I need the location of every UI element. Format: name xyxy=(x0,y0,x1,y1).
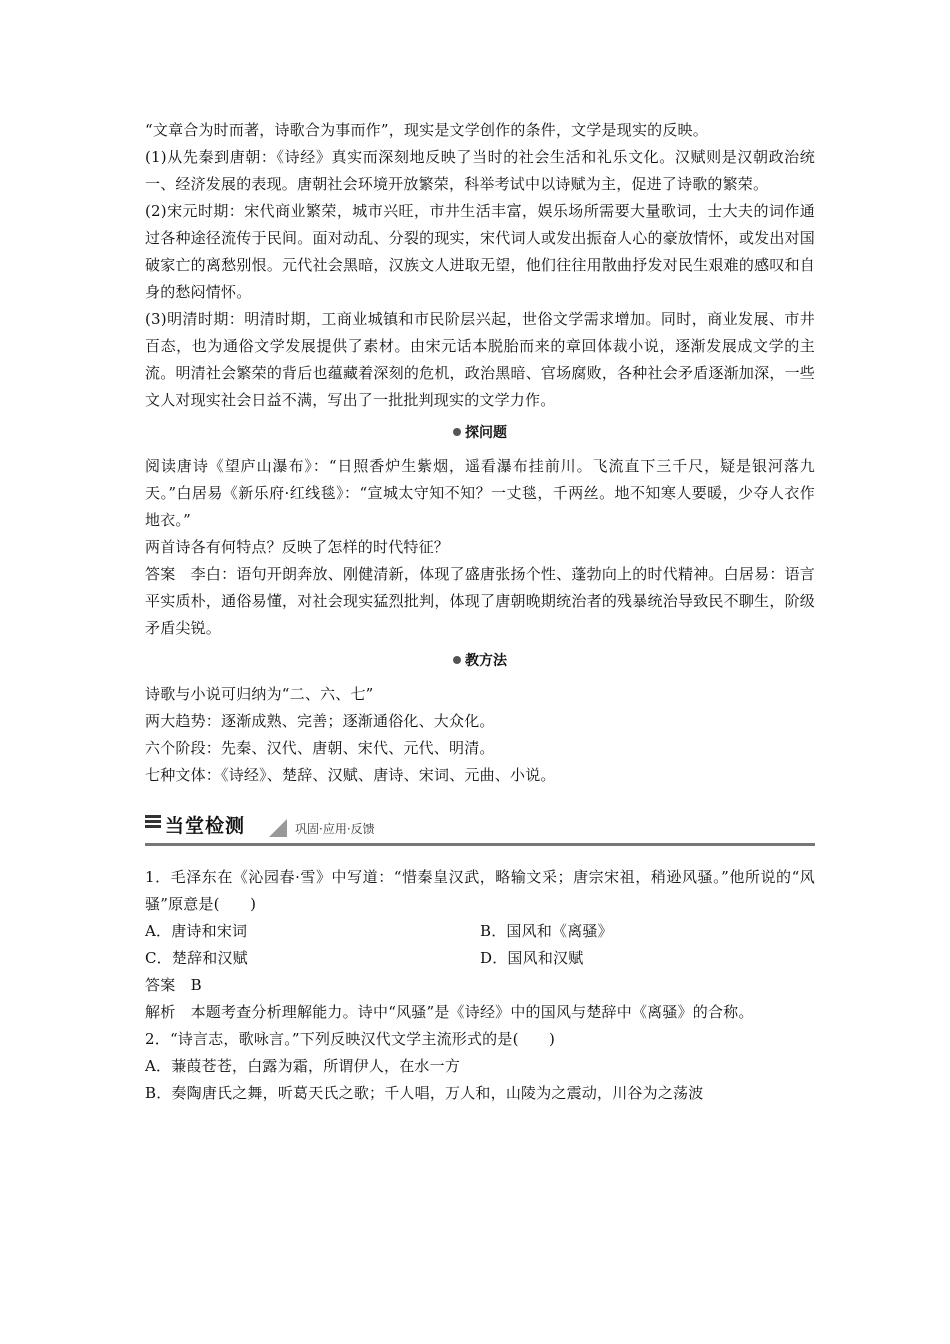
question-text: 阅读唐诗《望庐山瀑布》：“日照香炉生紫烟，遥看瀑布挂前川。飞流直下三千尺，疑是银河落九天。”白居易《新乐府·红线毯》：“宣城太守知不知？一丈毯，千两丝。地不知寒人要暖，少夺人衣作地衣。” xyxy=(145,457,815,529)
question-prompt: 两首诗各有何特点？反映了怎样的时代特征？ xyxy=(145,538,450,556)
q1-option-d: D．国风和汉赋 xyxy=(480,949,584,967)
bullet-dot-icon xyxy=(453,656,461,664)
intro-para-2: (2)宋元时期：宋代商业繁荣，城市兴旺，市井生活丰富，娱乐场所需要大量歌词，士大夫的词作通过各种途径流传于民间。面对动乱、分裂的现实，宋代词人或发出振奋人心的豪放情怀，或发出对国破家亡的离愁别恨。元代社会黑暗，汉族文人进取无望，他们往往用散曲抒发对民生艰难的感叹和自身的愁闷情怀。 xyxy=(145,202,815,301)
intro-para-3: (3)明清时期：明清时期，工商业城镇和市民阶层兴起，世俗文学需求增加。同时，商业发展、市井百态，也为通俗文学发展提供了素材。由宋元话本脱胎而来的章回体裁小说，逐渐发展成文学的主流。明清社会繁荣的背后也蕴藏着深刻的危机，政治黑暗、官场腐败，各种社会矛盾逐渐加深，一些文人对现实社会日益不满，写出了一批批判现实的文学力作。 xyxy=(145,310,815,409)
q2-option-b: B．奏陶唐氏之舞，听葛天氏之歌；千人唱，万人和，山陵为之震动，川谷为之荡波 xyxy=(145,1084,704,1102)
method-line: 六个阶段：先秦、汉代、唐朝、宋代、元代、明清。 xyxy=(145,739,495,757)
intro-line: “文章合为时而著，诗歌合为事而作”，现实是文学创作的条件，文学是现实的反映。 xyxy=(145,121,708,139)
section-banner xyxy=(145,809,815,846)
q1-option-a: A．唐诗和宋词 xyxy=(145,922,248,940)
intro-para-1: (1)从先秦到唐朝：《诗经》真实而深刻地反映了当时的社会生活和礼乐文化。汉赋则是汉朝政治统一、经济发展的表现。唐朝社会环境开放繁荣，科举考试中以诗赋为主，促进了诗歌的繁荣。 xyxy=(145,148,815,193)
section-heading-tanwenti: 探问题 xyxy=(145,420,815,447)
q1-option-b: B．国风和《离骚》 xyxy=(480,922,613,940)
triangle-decoration-icon xyxy=(269,819,287,837)
banner-subtitle: 巩固·应用·反馈 xyxy=(295,822,375,836)
bullet-dot-icon xyxy=(453,428,461,436)
q2-option-a: A．蒹葭苍苍，白露为霜，所谓伊人，在水一方 xyxy=(145,1057,461,1075)
method-line: 七种文体：《诗经》、楚辞、汉赋、唐诗、宋词、元曲、小说。 xyxy=(145,766,556,784)
method-line: 诗歌与小说可归纳为“二、六、七” xyxy=(145,685,374,703)
stripes-icon xyxy=(145,815,161,833)
q1-options xyxy=(145,918,815,972)
banner-title: 当堂检测 xyxy=(165,815,246,837)
method-line: 两大趋势：逐渐成熟、完善；逐渐通俗化、大众化。 xyxy=(145,712,495,730)
question-answer: 答案 李白：语句开朗奔放、刚健清新，体现了盛唐张扬个性、蓬勃向上的时代精神。白居易：语言平实质朴，通俗易懂，对社会现实猛烈批判，体现了唐朝晚期统治者的残暴统治导致民不聊生，阶级矛盾尖锐。 xyxy=(145,565,815,637)
q1-analysis: 解析 本题考查分析理解能力。诗中“风骚”是《诗经》中的国风与楚辞中《离骚》的合称。 xyxy=(145,1003,754,1021)
q1-stem: 1．毛泽东在《沁园春·雪》中写道：“惜秦皇汉武，略输文采；唐宗宋祖，稍逊风骚。”他所说的“风骚”原意是( ) xyxy=(145,868,815,913)
document-page xyxy=(145,117,815,1107)
section-heading-jiaofangfa: 教方法 xyxy=(145,648,815,675)
q1-option-c: C．楚辞和汉赋 xyxy=(145,949,248,967)
q1-answer: 答案 B xyxy=(145,976,202,994)
q2-stem: 2．“诗言志，歌咏言。”下列反映汉代文学主流形式的是( ) xyxy=(145,1030,556,1048)
